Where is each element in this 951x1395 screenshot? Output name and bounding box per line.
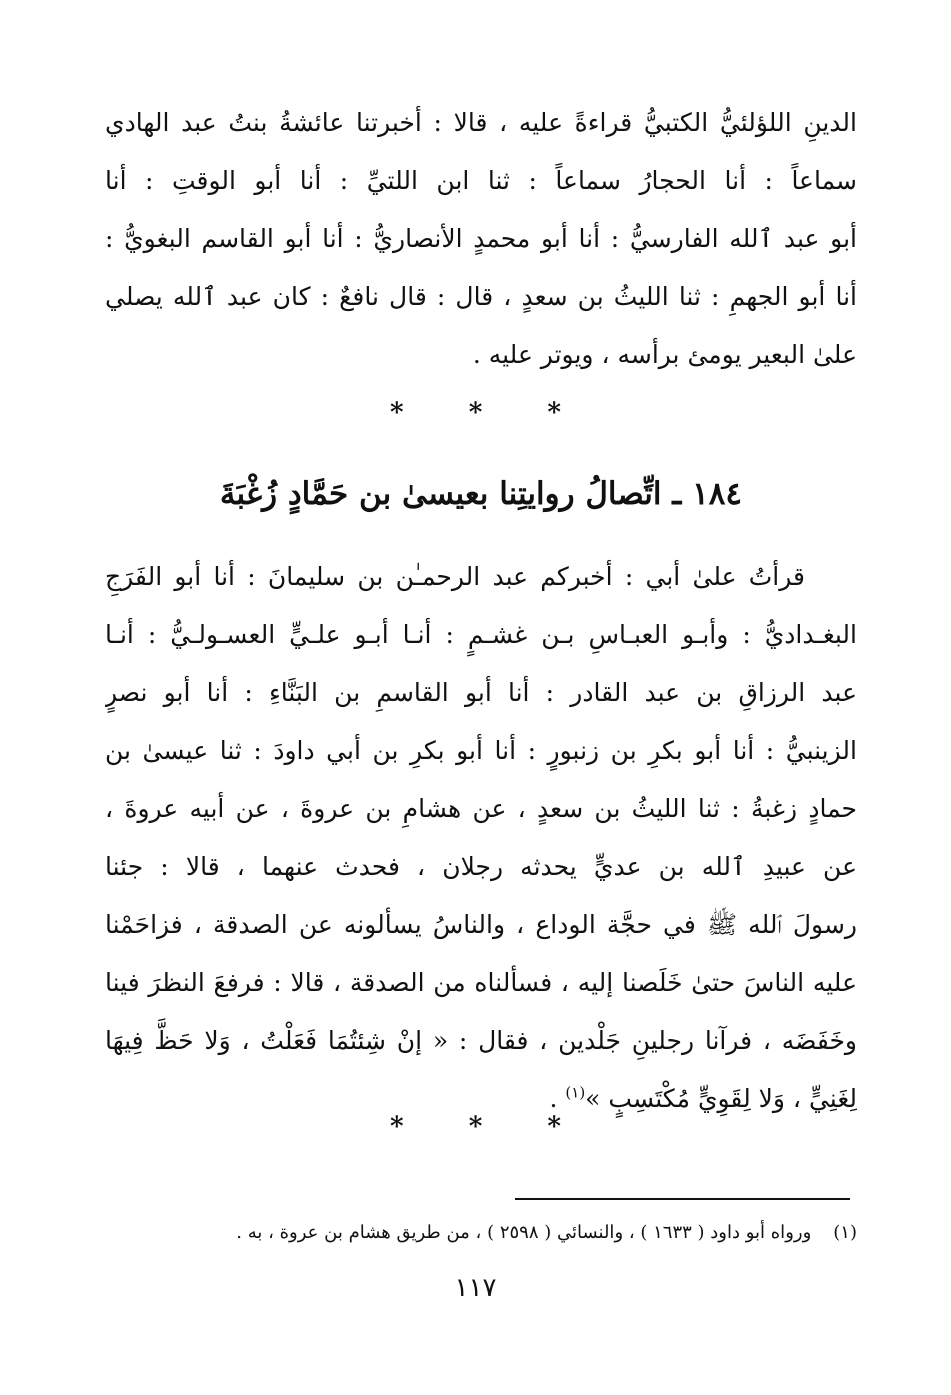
- text-line: الدينِ اللؤلئيُّ الكتبيُّ قراءةً عليه ، قالا : أخبرتنا عائشةُ بنتُ عبد الهادي: [105, 108, 857, 137]
- text-line: رسولَ ٱلله ﷺ في حجَّة الوداع ، والناسُ يسألونه عن الصدقة ، فزاحَمْنا: [105, 910, 857, 939]
- text-line: عبد الرزاقِ بن عبد القادر : أنا أبو القاسمِ بن البَنَّاءِ : أنا أبو نصرٍ: [105, 678, 857, 707]
- footnote-number: (١): [833, 1222, 857, 1243]
- text-line: الزينبيُّ : أنا أبو بكرِ بن زنبورٍ : أنا أبو بكرِ بن أبي داودَ : ثنا عيسىٰ بن: [105, 736, 857, 765]
- footnote-text: ورواه أبو داود ( ١٦٣٣ ) ، والنسائي ( ٢٥٩٨ ) ، من طريق هشام بن عروة ، به .: [236, 1222, 812, 1243]
- text-line: عن عبيدِ ٱلله بن عديٍّ يحدثه رجلان ، فحدث عنهما ، قالا : جئنا: [105, 852, 857, 881]
- text-line: وخَفَضَه ، فرآنا رجلينِ جَلْدين ، فقال : « إنْ شِئتُمَا فَعَلْتُ ، وَلا حَظَّ فِيهَا: [105, 1026, 857, 1055]
- footnote: [105, 1216, 857, 1250]
- text-line: علىٰ البعير يومئ برأسه ، ويوتر عليه .: [472, 340, 857, 369]
- text-line: أبو عبد ٱلله الفارسيُّ : أنا أبو محمدٍ الأنصاريُّ : أنا أبو القاسم البغويُّ :: [105, 224, 857, 253]
- section-separator: * * *: [390, 1112, 589, 1142]
- section-separator: * * *: [390, 398, 589, 428]
- text-line: قرأتُ علىٰ أبي : أخبركم عبد الرحمـٰن بن سليمانَ : أنا أبو الفَرَجِ: [105, 562, 805, 591]
- intro-paragraph: [105, 94, 857, 384]
- text-line: حمادٍ زغبةُ : ثنا الليثُ بن سعدٍ ، عن هشامِ بن عروةَ ، عن أبيه عروةَ ،: [105, 794, 857, 823]
- text-line: لِغَنِيٍّ ، وَلا لِقَوِيٍّ مُكْتَسِبٍ »: [585, 1084, 857, 1113]
- footnote-reference[interactable]: (١): [565, 1083, 586, 1102]
- text-line: البغـداديُّ : وأبـو العبـاسِ بـن غشـمٍ : أنـا أبـو علـيٍّ العسـولـيُّ : أنـا: [105, 620, 857, 649]
- sentence-end: .: [549, 1084, 566, 1113]
- text-line: عليه الناسَ حتىٰ خَلَصنا إليه ، فسألناه من الصدقة ، قالا : فرفعَ النظرَ فينا: [105, 968, 857, 997]
- page-number: ١١٧: [454, 1273, 497, 1303]
- section-heading: ١٨٤ ـ اتِّصالُ روايتِنا بعيسىٰ بن حَمَّادٍ زُغْبَةَ: [219, 476, 743, 512]
- footnote-divider: [515, 1198, 850, 1200]
- text-line: أنا أبو الجهمِ : ثنا الليثُ بن سعدٍ ، قال : قال نافعٌ : كان عبد ٱلله يصلي: [105, 282, 857, 311]
- text-line: سماعاً : أنا الحجارُ سماعاً : ثنا ابن اللتيِّ : أنا أبو الوقتِ : أنا: [105, 166, 857, 195]
- section-paragraph: [105, 548, 857, 1128]
